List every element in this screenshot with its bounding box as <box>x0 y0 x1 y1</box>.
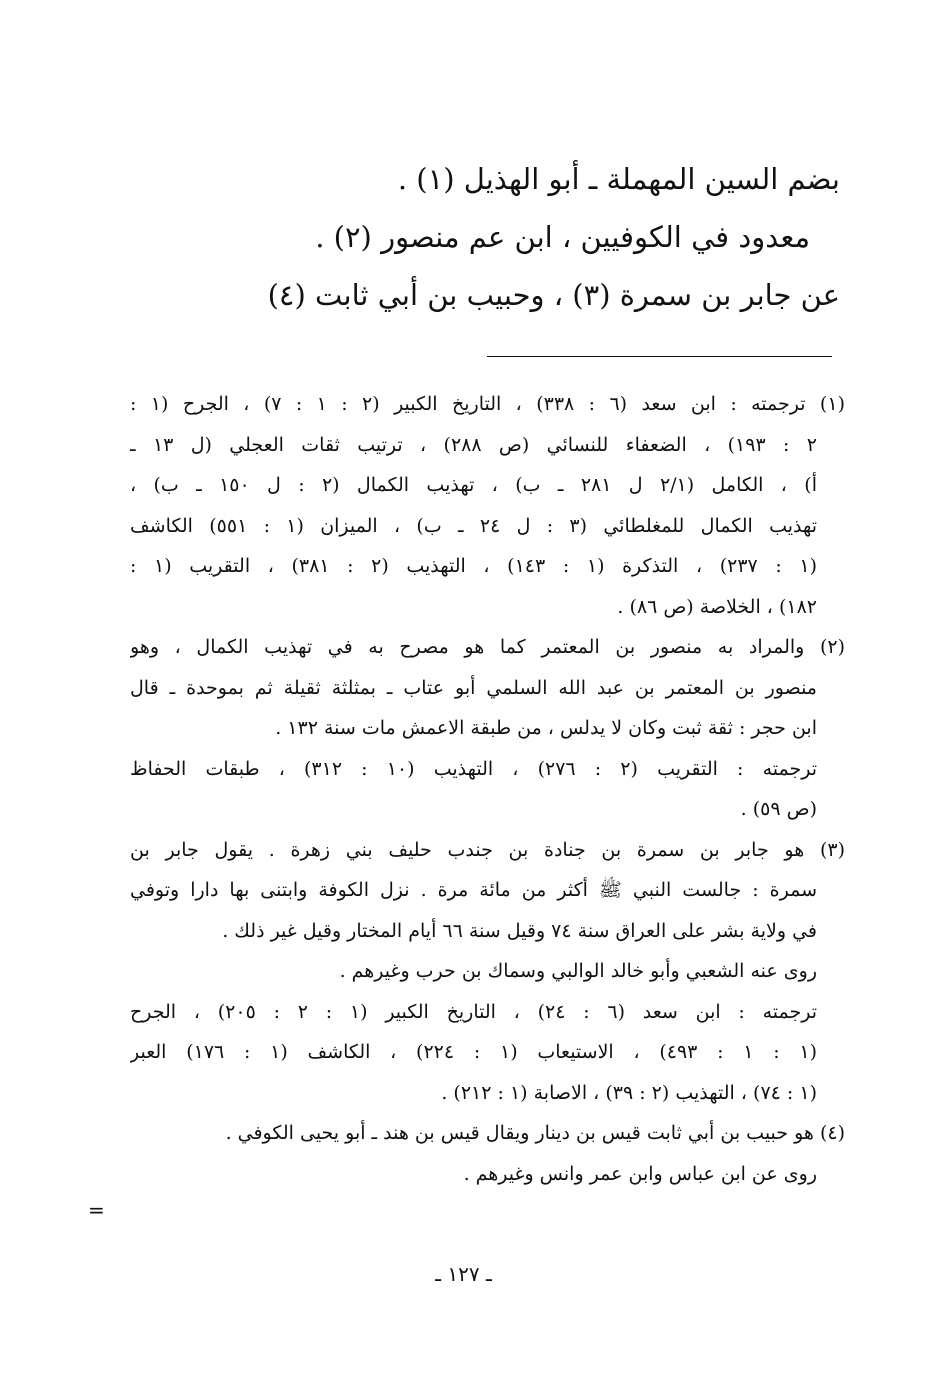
footnote-line: (٣) هو جابر بن سمرة بن جنادة بن جندب حليف بني زهرة . يقول جابر بن <box>130 838 845 861</box>
footnote-line: ترجمته : ابن سعد (٦ : ٢٤) ، التاريخ الكبير (١ : ٢ : ٢٠٥) ، الجرح <box>130 1000 818 1023</box>
footnote-line: (٤) هو حبيب بن أبي ثابت قيس بن دينار ويقال قيس بن هند ـ أبو يحيى الكوفي . <box>225 1122 845 1144</box>
footnote-line: سمرة : جالست النبي ﷺ أكثر من مائة مرة . نزل الكوفة وابتنى بها دارا وتوفي <box>130 879 817 901</box>
main-text <box>120 150 840 324</box>
main-line: بضم السين المهملة ـ أبو الهذيل (١) . <box>397 162 840 196</box>
page-number: ـ ١٢٧ ـ <box>435 1262 492 1286</box>
footnote-line: (ص ٥٩) . <box>740 798 817 820</box>
footnote-line: ترجمته : التقريب (٢ : ٢٧٦) ، التهذيب (١٠ : ٣١٢) ، طبقات الحفاظ <box>130 757 817 780</box>
footnote-1 <box>130 384 845 627</box>
footnote-line: أ) ، الكامل (٢/١ ل ٢٨١ ـ ب) ، تهذيب الكمال (٢ : ل ١٥٠ ـ ب) ، <box>130 474 817 496</box>
footnote-line: في ولاية بشر على العراق سنة ٧٤ وقيل سنة ٦٦ أيام المختار وقيل غير ذلك . <box>222 919 817 942</box>
footnote-3 <box>130 830 845 1114</box>
footnote-line: منصور بن المعتمر بن عبد الله السلمي أبو عتاب ـ بمثلثة ثقيلة ثم بموحدة ـ قال <box>130 676 817 699</box>
footnote-line: (١) ترجمته : ابن سعد (٦ : ٣٣٨) ، التاريخ الكبير (٢ : ١ : ٧) ، الجرح (١ : <box>130 393 845 415</box>
footnotes <box>130 384 845 1194</box>
margin-mark: = <box>88 1198 105 1222</box>
footnote-line: روى عنه الشعبي وأبو خالد الوالبي وسماك بن حرب وغيرهم . <box>339 960 817 982</box>
footnote-line: تهذيب الكمال للمغلطائي (٣ : ل ٢٤ ـ ب) ، الميزان (١ : ٥٥١) الكاشف <box>130 514 818 537</box>
main-line: معدود في الكوفيين ، ابن عم منصور (٢) . <box>315 220 810 254</box>
footnote-line: (٢) والمراد به منصور بن المعتمر كما هو مصرح به في تهذيب الكمال ، وهو <box>130 636 845 658</box>
footnote-line: ١٨٢) ، الخلاصة (ص ٨٦) . <box>617 595 817 618</box>
footnote-4 <box>130 1113 845 1194</box>
footnote-line: (١ : ١ : ٤٩٣) ، الاستيعاب (١ : ٢٢٤) ، الكاشف (١ : ١٧٦) العبر <box>130 1041 817 1063</box>
main-line: عن جابر بن سمرة (٣) ، وحبيب بن أبي ثابت (٤) <box>267 278 840 312</box>
footnote-2 <box>130 627 845 830</box>
footnote-line: روى عن ابن عباس وابن عمر وانس وغيرهم . <box>463 1162 817 1185</box>
footnote-line: ابن حجر : ثقة ثبت وكان لا يدلس ، من طبقة الاعمش مات سنة ١٣٢ . <box>275 717 817 739</box>
footnote-line: ٢ : ١٩٣) ، الضعفاء للنسائي (ص ٢٨٨) ، ترتيب ثقات العجلي (ل ١٣ ـ <box>130 433 817 456</box>
footnote-line: (١ : ٢٣٧) ، التذكرة (١ : ١٤٣) ، التهذيب (٢ : ٣٨١) ، التقريب (١ : <box>130 555 817 577</box>
footnote-separator <box>487 356 832 357</box>
footnote-line: (١ : ٧٤) ، التهذيب (٢ : ٣٩) ، الاصابة (١ : ٢١٢) . <box>441 1081 817 1104</box>
